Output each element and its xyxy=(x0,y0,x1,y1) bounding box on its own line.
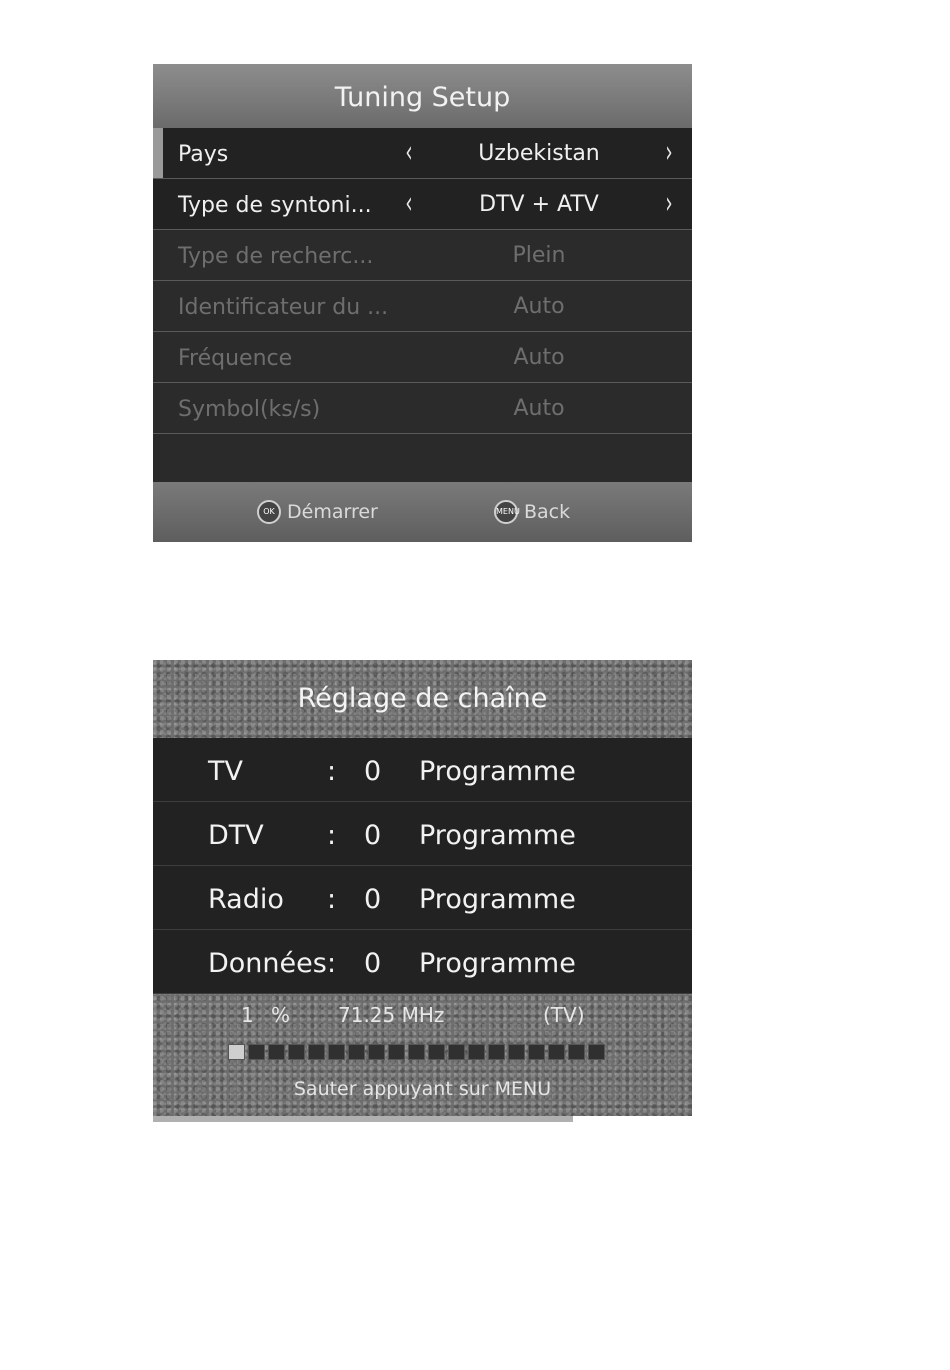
network-id-value: Auto xyxy=(513,294,565,319)
progress-segment xyxy=(228,1044,245,1060)
country-value: Uzbekistan xyxy=(478,141,600,166)
chevron-right-icon[interactable]: › xyxy=(665,135,673,170)
channel-count-list xyxy=(153,738,692,994)
skip-hint: Sauter appuyant sur MENU xyxy=(293,1078,552,1100)
dtv-unit: Programme xyxy=(419,820,576,851)
tv-label: TV xyxy=(208,756,243,787)
progress-segment xyxy=(548,1044,565,1060)
current-frequency: 71.25 MHz xyxy=(338,1003,445,1027)
back-button[interactable] xyxy=(494,482,570,542)
frequency-row xyxy=(153,332,692,383)
tuning-setup-panel xyxy=(153,64,692,542)
progress-segment xyxy=(308,1044,325,1060)
chevron-left-icon[interactable]: ‹ xyxy=(405,135,413,170)
search-type-row xyxy=(153,230,692,281)
tv-count-row xyxy=(153,738,692,802)
channel-scan-panel xyxy=(153,660,692,1116)
tuning-type-row[interactable] xyxy=(153,179,692,230)
progress-segment xyxy=(248,1044,265,1060)
percent-sign: % xyxy=(271,1003,291,1027)
separator: : xyxy=(327,820,337,851)
back-label: Back xyxy=(524,501,571,523)
radio-count-row xyxy=(153,866,692,930)
symbol-rate-row xyxy=(153,383,692,434)
progress-segment xyxy=(568,1044,585,1060)
tuning-setup-title: Tuning Setup xyxy=(153,64,692,128)
tuning-footer xyxy=(153,482,692,542)
radio-unit: Programme xyxy=(419,884,576,915)
tuning-type-value: DTV + ATV xyxy=(479,192,599,217)
separator: : xyxy=(327,884,337,915)
divider xyxy=(153,1116,573,1122)
tv-unit: Programme xyxy=(419,756,576,787)
dtv-label: DTV xyxy=(208,820,264,851)
progress-segment xyxy=(468,1044,485,1060)
progress-segment xyxy=(348,1044,365,1060)
progress-segment xyxy=(448,1044,465,1060)
frequency-value: Auto xyxy=(513,345,565,370)
network-id-label: Identificateur du ... xyxy=(178,295,389,320)
progress-segment xyxy=(388,1044,405,1060)
progress-segment xyxy=(328,1044,345,1060)
data-count-row xyxy=(153,930,692,994)
dtv-count-row xyxy=(153,802,692,866)
separator: : xyxy=(327,948,337,979)
start-button[interactable] xyxy=(257,482,378,542)
symbol-rate-label: Symbol(ks/s) xyxy=(178,397,321,422)
progress-segment xyxy=(408,1044,425,1060)
progress-segment xyxy=(508,1044,525,1060)
data-unit: Programme xyxy=(419,948,576,979)
country-label: Pays xyxy=(178,142,229,167)
ok-icon: OK xyxy=(257,500,281,524)
progress-segment xyxy=(588,1044,605,1060)
country-row[interactable] xyxy=(153,128,692,179)
menu-icon: MENU xyxy=(494,500,518,524)
signal-type: (TV) xyxy=(543,1003,585,1027)
start-label: Démarrer xyxy=(287,501,378,523)
symbol-rate-value: Auto xyxy=(513,396,565,421)
chevron-left-icon[interactable]: ‹ xyxy=(405,186,413,221)
frequency-label: Fréquence xyxy=(178,346,293,371)
chevron-right-icon[interactable]: › xyxy=(665,186,673,221)
progress-segment xyxy=(428,1044,445,1060)
progress-segment xyxy=(368,1044,385,1060)
radio-label: Radio xyxy=(208,884,284,915)
network-id-row xyxy=(153,281,692,332)
radio-count: 0 xyxy=(364,884,382,915)
selection-indicator xyxy=(153,128,163,178)
tuning-type-label: Type de syntoni... xyxy=(178,193,372,218)
progress-segment xyxy=(488,1044,505,1060)
progress-percent: 1 xyxy=(241,1003,254,1027)
progress-segment xyxy=(288,1044,305,1060)
search-type-label: Type de recherc... xyxy=(178,244,374,269)
data-count: 0 xyxy=(364,948,382,979)
data-label: Données xyxy=(208,948,327,979)
tv-count: 0 xyxy=(364,756,382,787)
separator: : xyxy=(327,756,337,787)
scan-status xyxy=(153,1003,692,1033)
dtv-count: 0 xyxy=(364,820,382,851)
scan-progress-bar xyxy=(228,1044,605,1060)
channel-scan-title: Réglage de chaîne xyxy=(297,683,548,714)
empty-area xyxy=(153,434,692,480)
search-type-value: Plein xyxy=(512,243,566,268)
progress-segment xyxy=(528,1044,545,1060)
progress-segment xyxy=(268,1044,285,1060)
